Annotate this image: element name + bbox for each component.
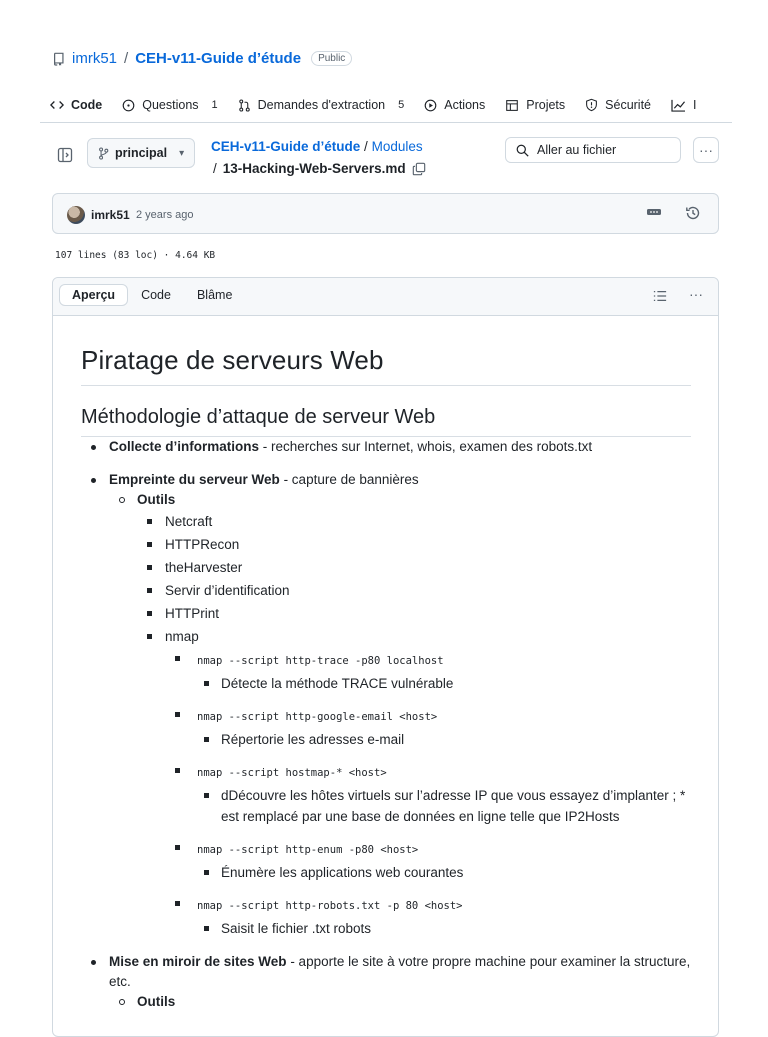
- repo-name-link[interactable]: CEH-v11-Guide d’étude: [135, 50, 302, 67]
- command-code: nmap --script http-google-email <host>: [197, 711, 438, 723]
- command-description: Détecte la méthode TRACE vulnérable: [197, 673, 691, 694]
- tool-name: nmap: [165, 629, 199, 644]
- view-mode-switch: [59, 284, 245, 306]
- command-description: Répertorie les adresses e-mail: [197, 729, 691, 750]
- search-icon: [516, 144, 529, 157]
- file-info: 107 lines (83 loc) · 4.64 KB: [55, 250, 216, 261]
- tab-actions[interactable]: [414, 90, 495, 120]
- doc-subheading: Méthodologie d’attaque de serveur Web: [81, 406, 691, 437]
- breadcrumb-repo-link[interactable]: CEH-v11-Guide d’étude: [211, 139, 361, 154]
- nmap-commands: [165, 648, 691, 939]
- item-text: - apporte le site à votre propre machine pour examiner la structure, etc.: [109, 954, 691, 989]
- tool-item: Netcraft: [137, 510, 691, 533]
- tab-pull-requests-label: Demandes d'extraction: [257, 98, 386, 112]
- repo-owner-link[interactable]: imrk51: [72, 50, 118, 67]
- command-item: [165, 760, 691, 827]
- command-description: Saisit le fichier .txt robots: [197, 918, 691, 939]
- item-title: Collecte d’informations: [109, 439, 260, 454]
- command-item: [165, 837, 691, 883]
- breadcrumb-file: [213, 161, 426, 176]
- tab-code[interactable]: [40, 90, 112, 120]
- tool-item: HTTPrint: [137, 602, 691, 625]
- tab-security[interactable]: [575, 90, 661, 120]
- file-more-options-icon[interactable]: ···: [689, 286, 703, 302]
- tab-questions-count: 1: [211, 99, 218, 111]
- tool-item: HTTPRecon: [137, 533, 691, 556]
- commit-time: 2 years ago: [136, 209, 194, 221]
- commit-author[interactable]: imrk51: [91, 208, 130, 222]
- breadcrumb-dir-link[interactable]: Modules: [371, 139, 423, 154]
- sidebar-expand-icon: [57, 147, 73, 163]
- commit-message-toggle-icon[interactable]: [646, 207, 662, 217]
- pull-request-icon: [238, 99, 251, 112]
- file-toolbar: [53, 278, 718, 316]
- item-title: Mise en miroir de sites Web: [109, 954, 287, 969]
- branch-icon: [98, 147, 109, 160]
- command-item: [165, 704, 691, 750]
- issue-icon: [122, 99, 135, 112]
- side-panel-toggle[interactable]: [52, 142, 78, 168]
- command-code: nmap --script http-trace -p80 localhost: [197, 655, 444, 667]
- visibility-badge: Public: [311, 51, 352, 66]
- list-item: [109, 490, 691, 939]
- kebab-icon: ···: [699, 142, 713, 158]
- tool-item: [137, 625, 691, 939]
- command-code: nmap --script http-enum -p80 <host>: [197, 844, 419, 856]
- repo-tabs: [40, 88, 732, 123]
- tool-item: Servir d’identification: [137, 579, 691, 602]
- graph-icon: [671, 99, 686, 112]
- code-icon: [50, 99, 64, 111]
- tab-projects-label: Projets: [526, 98, 566, 112]
- avatar[interactable]: [67, 206, 85, 224]
- preview-tab[interactable]: Aperçu: [59, 284, 128, 306]
- tab-security-label: Sécurité: [605, 98, 652, 112]
- breadcrumb-separator: /: [364, 139, 368, 154]
- command-description: Énumère les applications web courantes: [197, 862, 691, 883]
- command-item: [165, 893, 691, 939]
- repo-header: [52, 50, 352, 67]
- file-view-panel: [52, 277, 719, 1037]
- command-description: dDécouvre les hôtes virtuels sur l’adresse IP que vous essayez d’implanter ; * est remplacé par une base de données en ligne telle que IP2Hosts: [197, 785, 691, 827]
- latest-commit-box: [52, 193, 719, 234]
- tools-label: Outils: [137, 492, 176, 507]
- blame-tab[interactable]: Blâme: [196, 288, 233, 302]
- outline-list-icon[interactable]: [653, 290, 667, 302]
- list-item: [109, 992, 691, 1012]
- list-item: [81, 952, 691, 1012]
- history-icon[interactable]: [685, 205, 701, 221]
- tab-insights[interactable]: [661, 90, 706, 120]
- item-title: Empreinte du serveur Web: [109, 472, 280, 487]
- tab-pull-requests[interactable]: [228, 90, 415, 120]
- tab-projects[interactable]: [495, 90, 575, 120]
- code-view-tab[interactable]: Code: [141, 288, 171, 302]
- tools-list: [137, 510, 691, 939]
- item-text: - capture de bannières: [279, 472, 419, 487]
- chevron-down-icon: ▾: [179, 147, 185, 159]
- command-code: nmap --script hostmap-* <host>: [197, 767, 387, 779]
- tab-questions[interactable]: [112, 90, 227, 120]
- list-item: [81, 470, 691, 939]
- copy-icon[interactable]: [412, 162, 426, 176]
- command-item: [165, 648, 691, 694]
- play-icon: [424, 99, 437, 112]
- tab-actions-label: Actions: [444, 98, 486, 112]
- more-options-button[interactable]: [693, 137, 719, 163]
- breadcrumb: [211, 139, 423, 154]
- command-code: nmap --script http-robots.txt -p 80 <host>: [197, 900, 463, 912]
- list-item: [81, 437, 691, 457]
- repo-separator: /: [124, 50, 129, 67]
- doc-title: Piratage de serveurs Web: [81, 345, 691, 386]
- branch-selector[interactable]: [87, 138, 195, 168]
- tools-group: [109, 490, 691, 939]
- file-name: 13-Hacking-Web-Servers.md: [222, 161, 406, 176]
- item-text: - recherches sur Internet, whois, examen des robots.txt: [259, 439, 593, 454]
- repo-icon: [52, 52, 66, 66]
- tool-item: theHarvester: [137, 556, 691, 579]
- tab-pull-requests-count: 5: [398, 99, 405, 111]
- methodology-list: [81, 437, 691, 1012]
- tools-label: Outils: [137, 994, 176, 1009]
- table-icon: [505, 99, 519, 112]
- tab-questions-label: Questions: [142, 98, 199, 112]
- tab-code-label: Code: [71, 98, 103, 112]
- go-to-file-placeholder: Aller au fichier: [537, 143, 617, 157]
- branch-name: principal: [115, 146, 168, 160]
- go-to-file-input[interactable]: [505, 137, 681, 163]
- shield-icon: [585, 98, 598, 112]
- breadcrumb-file-prefix: /: [213, 161, 217, 176]
- tools-group: [109, 992, 691, 1012]
- markdown-body: [81, 315, 691, 1012]
- tab-insights-label: I: [693, 98, 697, 112]
